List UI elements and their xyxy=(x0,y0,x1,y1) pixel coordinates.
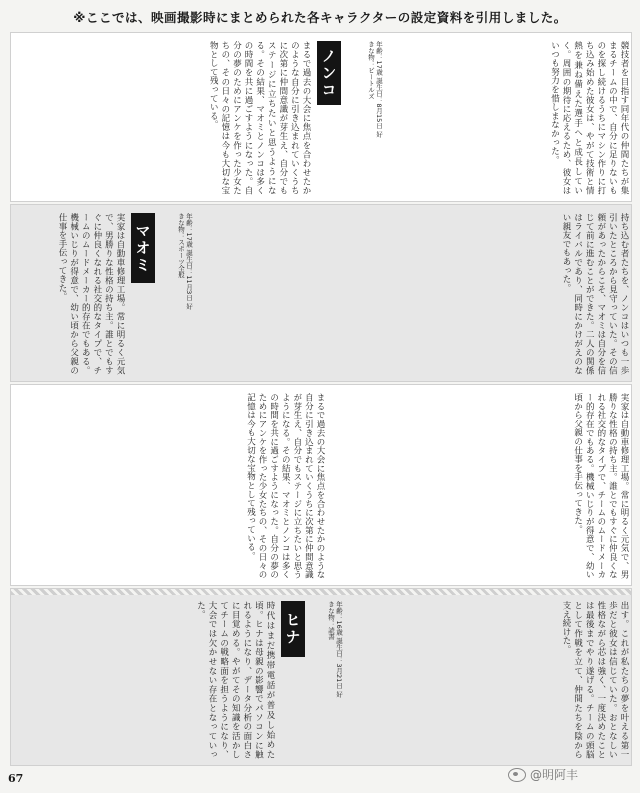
section-maomi xyxy=(10,204,632,382)
section-hina xyxy=(10,588,632,766)
continued-body-left: まるで過去の大会に焦点を合わせたかのような自分に引き込まれていくうちに次第に仲間意識が芽生え、自分でもステージに立ちたいと思うようになる。その結果、マオミとノンコは多くの時間を共に過ごすようになった。自分の夢のためにアンケを作った少女たちの、その日々の記憶は今も大切な宝物として残っている。 xyxy=(245,393,325,579)
maomi-body-right: 持ち込む者たちを、ノンコはいつも一歩引いたところから見守っていた。その信頼があったからこそ、マオミは自分を信じて前に進むことができた。二人の関係はライバルであり、同時にかけがえのない親友でもあった。 xyxy=(561,213,629,375)
page-banner: ※ここでは、映画撮影時にまとめられた各キャラクターの設定資料を引用しました。 xyxy=(73,10,567,25)
hina-body-left: 時代はまだ携帯電話が普及し始めた頃。ヒナは母親の影響でパソコンに触れるようになり、データ分析の面白さに目覚める。やがてその知識を活かしてチームの戦略面を担うようになり、大会では欠かせない存在となっていった。 xyxy=(195,601,275,759)
section-continued xyxy=(10,384,632,586)
nonko-meta: 年齢：17歳 誕生日：8月15日 好きな物：ビートルズ xyxy=(367,41,383,138)
watermark xyxy=(508,766,578,783)
maomi-name-tag: マオミ xyxy=(131,213,155,283)
maomi-body-left: 実家は自動車修理工場。常に明るく元気で、男勝りな性格の持ち主。誰とでもすぐに仲良くなれる社交的なタイプで、チームのムードメーカー的存在でもある。機械いじりが得意で、幼い頃から父親の仕事を手伝ってきた。 xyxy=(57,213,125,375)
continued-body-right: 実家は自動車修理工場。常に明るく元気で、男勝りな性格の持ち主。誰とでもすぐに仲良くなれる社交的なタイプで、チームのムードメーカー的存在でもある。機械いじりが得意で、幼い頃から父親の仕事を手伝ってきた。 xyxy=(572,393,629,579)
hina-hatch-decoration xyxy=(11,589,631,595)
page-number: 67 xyxy=(8,772,24,785)
maomi-meta: 年齢：17歳 誕生日：11月3日 好きな物：スポーツ全般 xyxy=(177,213,193,310)
nonko-name-tag: ノンコ xyxy=(317,41,341,105)
hina-body-right: 出す。これが私たちの夢を叶える第一歩だと彼女は信じていた。おとなしい性格ながら芯は強く、一度決めたことは最後までやり遂げる。チームの頭脳として作戦を立て、仲間たちを陰から支え続けた。 xyxy=(561,601,629,759)
nonko-body-right: 競技者を目指す同年代の仲間たちが集まるチームの中で、自分に足りないものを探し続けるうちにマシン作りに打ち込み始めた彼女は、やがて技術と情熱を兼ね備えた選手へと成長していく。周囲の期待に応えるため、彼女はいつも努力を惜しまなかった。 xyxy=(549,41,629,195)
nonko-body-left: まるで過去の大会に焦点を合わせたかのような自分に引き込まれていくうちに次第に仲間意識が芽生え、自分でもステージに立ちたいと思うようになる。その結果、マオミとノンコは多くの時間を共に過ごすようになった。自分の夢のためにアンケを作った少女たちの、その日々の記憶は今も大切な宝物として残っている。 xyxy=(208,41,311,195)
weibo-icon xyxy=(508,768,526,782)
hina-meta: 年齢：16歳 誕生日：3月21日 好きな物：読書 xyxy=(327,601,343,698)
watermark-text: @明阿丰 xyxy=(530,768,579,782)
hina-name-tag: ヒナ xyxy=(281,601,305,657)
section-nonko xyxy=(10,32,632,202)
